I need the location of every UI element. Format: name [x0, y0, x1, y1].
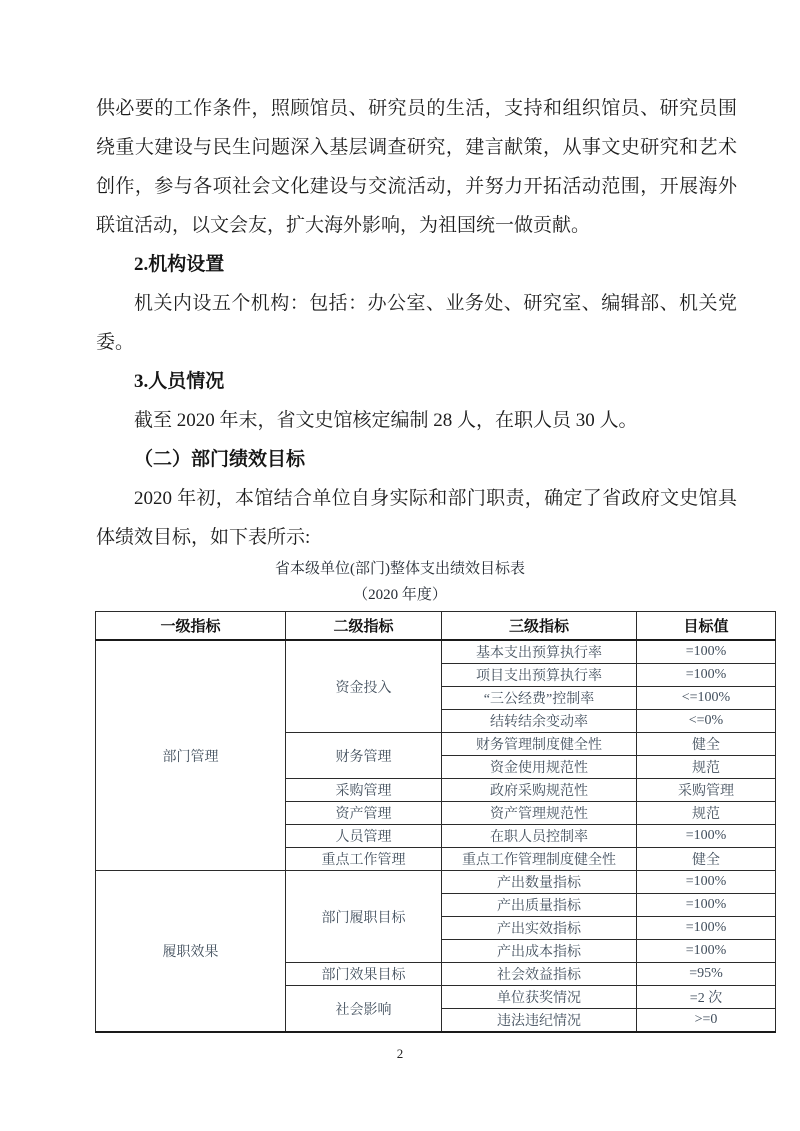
cell-target-value: 健全: [637, 733, 776, 756]
column-header-target: 目标值: [637, 612, 776, 641]
cell-level1-group: 部门管理: [96, 640, 286, 871]
cell-indicator: 政府采购规范性: [442, 779, 637, 802]
cell-target-value: =100%: [637, 917, 776, 940]
cell-indicator: “三公经费”控制率: [442, 687, 637, 710]
column-header-level1: 一级指标: [96, 612, 286, 641]
cell-target-value: =100%: [637, 871, 776, 894]
section-heading-performance-goals: （二）部门绩效目标: [134, 449, 306, 470]
table-row: [96, 871, 776, 894]
cell-level2-group: 重点工作管理: [286, 848, 442, 871]
page-number: 2: [396, 1046, 404, 1061]
cell-target-value: >=0: [637, 1009, 776, 1033]
table-subtitle: （2020 年度）: [353, 587, 447, 603]
cell-level2-group: 人员管理: [286, 825, 442, 848]
cell-indicator: 重点工作管理制度健全性: [442, 848, 637, 871]
cell-indicator: 产出质量指标: [442, 894, 637, 917]
table-row: [96, 640, 776, 664]
cell-target-value: 规范: [637, 802, 776, 825]
body-text-block: [96, 89, 737, 557]
cell-indicator: 结转结余变动率: [442, 710, 637, 733]
cell-indicator: 社会效益指标: [442, 963, 637, 986]
cell-target-value: =100%: [637, 664, 776, 687]
cell-target-value: 健全: [637, 848, 776, 871]
cell-target-value: 规范: [637, 756, 776, 779]
cell-target-value: <=100%: [637, 687, 776, 710]
cell-level2-group: 部门效果目标: [286, 963, 442, 986]
cell-target-value: =100%: [637, 825, 776, 848]
section-heading-organization: 2.机构设置: [134, 254, 225, 275]
paragraph-organization: 机关内设五个机构：包括：办公室、业务处、研究室、编辑部、机关党委。: [96, 293, 737, 353]
cell-target-value: =100%: [637, 894, 776, 917]
column-header-level3: 三级指标: [442, 612, 637, 641]
cell-indicator: 项目支出预算执行率: [442, 664, 637, 687]
cell-indicator: 资产管理规范性: [442, 802, 637, 825]
cell-indicator: 资金使用规范性: [442, 756, 637, 779]
performance-goals-table: [95, 611, 776, 1033]
cell-indicator: 财务管理制度健全性: [442, 733, 637, 756]
cell-target-value: =100%: [637, 640, 776, 664]
cell-level2-group: 财务管理: [286, 733, 442, 779]
cell-target-value: =2 次: [637, 986, 776, 1009]
paragraph-personnel: 截至 2020 年末，省文史馆核定编制 28 人，在职人员 30 人。: [134, 410, 638, 431]
cell-level2-group: 采购管理: [286, 779, 442, 802]
column-header-level2: 二级指标: [286, 612, 442, 641]
cell-level2-group: 资产管理: [286, 802, 442, 825]
cell-target-value: =95%: [637, 963, 776, 986]
cell-level2-group: 资金投入: [286, 640, 442, 733]
paragraph-performance-goals: 2020 年初，本馆结合单位自身实际和部门职责，确定了省政府文史馆具体绩效目标，如下表所示:: [96, 488, 737, 548]
cell-level1-group: 履职效果: [96, 871, 286, 1033]
cell-indicator: 在职人员控制率: [442, 825, 637, 848]
cell-target-value: <=0%: [637, 710, 776, 733]
cell-indicator: 基本支出预算执行率: [442, 640, 637, 664]
cell-indicator: 产出数量指标: [442, 871, 637, 894]
cell-indicator: 产出实效指标: [442, 917, 637, 940]
table-header-row: [96, 612, 776, 641]
cell-level2-group: 部门履职目标: [286, 871, 442, 963]
cell-indicator: 违法违纪情况: [442, 1009, 637, 1033]
cell-indicator: 产出成本指标: [442, 940, 637, 963]
section-heading-personnel: 3.人员情况: [134, 371, 225, 392]
cell-target-value: 采购管理: [637, 779, 776, 802]
cell-indicator: 单位获奖情况: [442, 986, 637, 1009]
table-title: 省本级单位(部门)整体支出绩效目标表: [275, 561, 525, 577]
paragraph-work-support: 供必要的工作条件，照顾馆员、研究员的生活，支持和组织馆员、研究员围绕重大建设与民生问题深入基层调查研究，建言献策，从事文史研究和艺术创作，参与各项社会文化建设与交流活动，并努力开拓活动范围，开展海外联谊活动，以文会友，扩大海外影响，为祖国统一做贡献。: [96, 98, 737, 236]
cell-target-value: =100%: [637, 940, 776, 963]
cell-level2-group: 社会影响: [286, 986, 442, 1033]
